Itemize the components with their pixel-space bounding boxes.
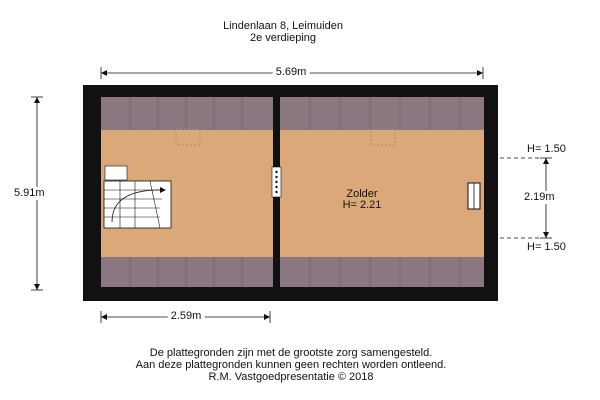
disclaimer-line-2: Aan deze plattegronden kunnen geen rechten worden ontleend. [135, 359, 447, 371]
dim-total-depth-label: 5.91m [14, 187, 45, 199]
dim-room-width-label: 2.59m [168, 310, 205, 323]
roof-slope-bottom-left [101, 257, 273, 287]
dim-height-span-label: 2.19m [524, 191, 555, 203]
roof-slope-bottom-right [280, 257, 484, 287]
disclaimer-line-1: De plattegronden zijn met de grootste zorg samengesteld. [149, 347, 433, 359]
height-top-label: H= 1.50 [527, 143, 566, 155]
dim-total-width-label: 5.69m [273, 66, 310, 79]
copyright-line: R.M. Vastgoedpresentatie © 2018 [208, 371, 374, 383]
roof-slope-top-right [280, 97, 484, 130]
room-height-label: H= 2.21 [342, 199, 382, 211]
address-title: Lindenlaan 8, Leimuiden [223, 20, 343, 32]
height-bottom-label: H= 1.50 [527, 241, 566, 253]
floor-subtitle: 2e verdieping [249, 32, 317, 44]
roof-slope-top-left [101, 97, 273, 130]
room-name-label: Zolder [346, 188, 378, 200]
